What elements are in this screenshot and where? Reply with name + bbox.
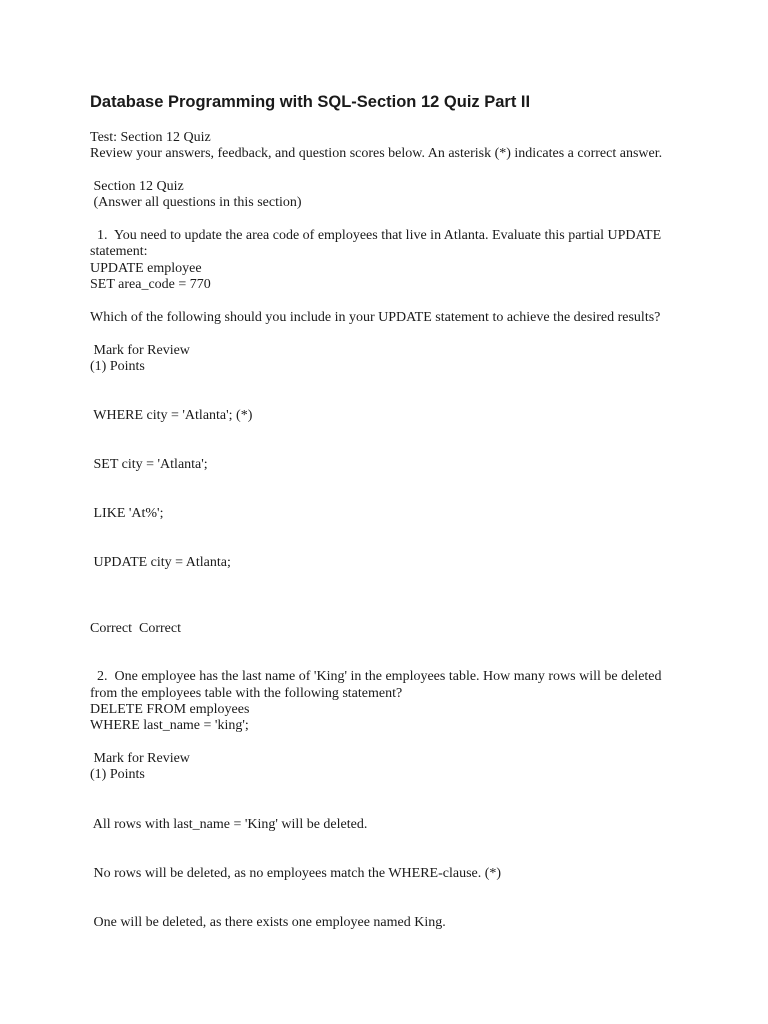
question-2-code-line2: WHERE last_name = 'king'; — [90, 718, 249, 733]
question-1-mark-for-review: Mark for Review — [90, 343, 190, 358]
question-1-points: (1) Points — [90, 359, 145, 374]
section-note: (Answer all questions in this section) — [90, 195, 302, 210]
question-2-code-line1: DELETE FROM employees — [90, 702, 250, 717]
question-2-option-b: No rows will be deleted, as no employees match the WHERE-clause. (*) — [90, 866, 502, 881]
question-1-text-line2: statement: — [90, 244, 148, 259]
page-title: Database Programming with SQL-Section 12 Quiz Part II — [90, 93, 531, 111]
question-1-feedback: Correct Correct — [90, 621, 181, 636]
question-2-text-line1: 2. One employee has the last name of 'King' in the employees table. How many rows will be deleted — [90, 669, 662, 684]
question-1-option-d: UPDATE city = Atlanta; — [90, 555, 231, 570]
question-1-option-c: LIKE 'At%'; — [90, 506, 164, 521]
question-1-option-a: WHERE city = 'Atlanta'; (*) — [90, 408, 253, 423]
instructions: Review your answers, feedback, and question scores below. An asterisk (*) indicates a correct answer. — [90, 146, 663, 161]
question-1-option-b: SET city = 'Atlanta'; — [90, 457, 208, 472]
question-2-option-a: All rows with last_name = 'King' will be deleted. — [90, 817, 368, 832]
question-2-text-line2: from the employees table with the following statement? — [90, 686, 403, 701]
test-name: Test: Section 12 Quiz — [90, 130, 211, 145]
question-2-mark-for-review: Mark for Review — [90, 751, 190, 766]
question-1-code-line2: SET area_code = 770 — [90, 277, 211, 292]
section-title: Section 12 Quiz — [90, 179, 184, 194]
question-1-text-line1: 1. You need to update the area code of employees that live in Atlanta. Evaluate this partial UPDATE — [90, 228, 662, 243]
question-2-option-c: One will be deleted, as there exists one employee named King. — [90, 915, 446, 930]
question-1-prompt: Which of the following should you include in your UPDATE statement to achieve the desired results? — [90, 310, 661, 325]
question-1-code-line1: UPDATE employee — [90, 261, 202, 276]
question-2-points: (1) Points — [90, 767, 145, 782]
